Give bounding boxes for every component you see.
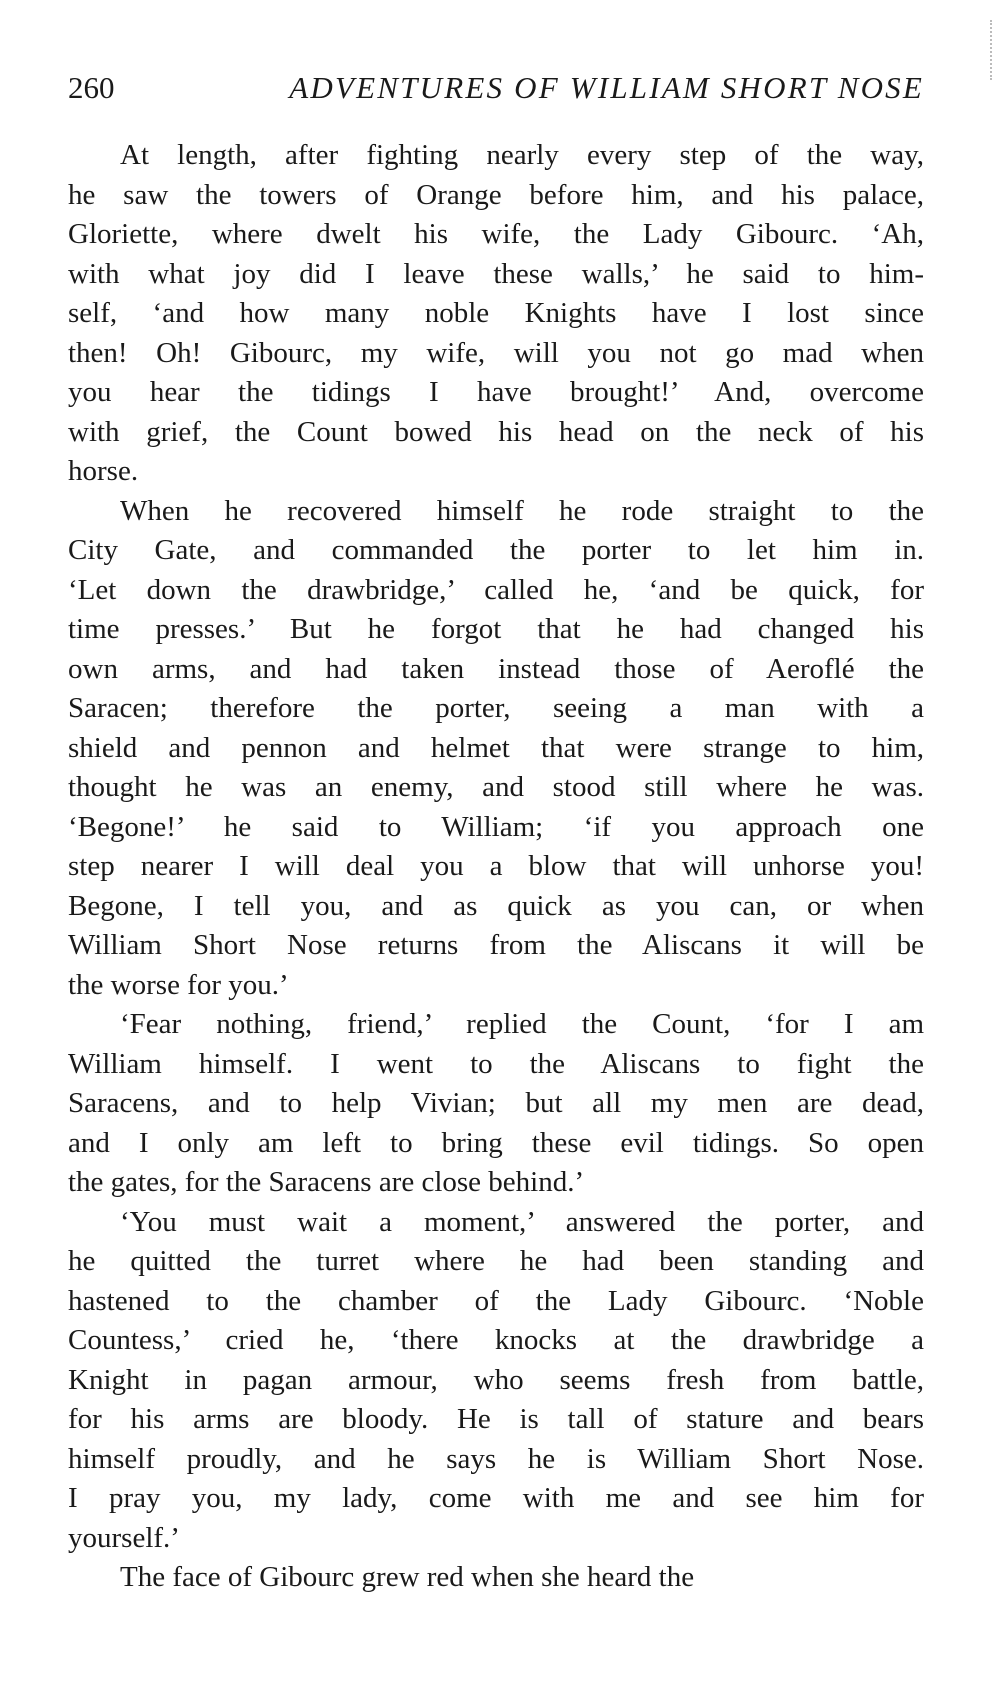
- text-line: and I only am left to bring these evil tidings. So open: [68, 1126, 924, 1159]
- text-line: thought he was an enemy, and stood still where he was.: [68, 771, 924, 803]
- paragraph: [68, 136, 924, 492]
- text-line: Begone, I tell you, and as quick as you can, or when: [68, 889, 924, 922]
- text-line: Gloriette, where dwelt his wife, the Lady Gibourc. ‘Ah,: [68, 218, 924, 250]
- page-edge-marks: [986, 20, 992, 80]
- text-line: ‘You must wait a moment,’ answered the porter, and: [120, 1205, 924, 1238]
- text-line: At length, after fighting nearly every step of the way,: [120, 139, 924, 171]
- text-line: with grief, the Count bowed his head on the neck of his: [68, 415, 924, 448]
- text-line: William Short Nose returns from the Aliscans it will be: [68, 929, 924, 961]
- text-line: Saracens, and to help Vivian; but all my men are dead,: [68, 1087, 924, 1119]
- text-line: he quitted the turret where he had been standing and: [68, 1245, 924, 1277]
- page-header: [68, 66, 924, 110]
- text-line: The face of Gibourc grew red when she heard the: [120, 1561, 695, 1593]
- text-line: William himself. I went to the Aliscans to fight the: [68, 1047, 924, 1080]
- text-line: time presses.’ But he forgot that he had changed his: [68, 613, 924, 645]
- text-line: Knight in pagan armour, who seems fresh from battle,: [68, 1363, 924, 1396]
- text-line: he saw the towers of Orange before him, and his palace,: [68, 178, 924, 211]
- text-line: with what joy did I leave these walls,’ he said to him-: [68, 257, 924, 290]
- text-line: I pray you, my lady, come with me and see him for: [68, 1482, 924, 1514]
- text-line: City Gate, and commanded the porter to let him in.: [68, 534, 924, 566]
- text-line: ‘Begone!’ he said to William; ‘if you approach one: [68, 810, 924, 843]
- text-line: the worse for you.’: [68, 968, 289, 1001]
- paragraph: [68, 1558, 924, 1598]
- text-line: hastened to the chamber of the Lady Gibourc. ‘Noble: [68, 1284, 924, 1317]
- running-title: ADVENTURES OF WILLIAM SHORT NOSE: [289, 70, 924, 105]
- paragraph: [68, 1005, 924, 1203]
- text-line: the gates, for the Saracens are close behind.’: [68, 1166, 585, 1198]
- paragraph: [68, 1203, 924, 1559]
- text-line: Saracen; therefore the porter, seeing a man with a: [68, 692, 924, 724]
- text-line: yourself.’: [68, 1521, 180, 1554]
- text-line: for his arms are bloody. He is tall of stature and bears: [68, 1403, 924, 1435]
- text-line: ‘Let down the drawbridge,’ called he, ‘and be quick, for: [68, 573, 924, 606]
- text-line: then! Oh! Gibourc, my wife, will you not go mad when: [68, 336, 924, 369]
- text-line: own arms, and had taken instead those of Aeroflé the: [68, 652, 924, 685]
- text-line: you hear the tidings I have brought!’ And, overcome: [68, 376, 924, 408]
- page-number: 260: [68, 70, 115, 105]
- text-line: ‘Fear nothing, friend,’ replied the Count, ‘for I am: [120, 1008, 924, 1040]
- text-line: shield and pennon and helmet that were strange to him,: [68, 731, 924, 764]
- text-line: When he recovered himself he rode straight to the: [120, 494, 924, 527]
- text-line: himself proudly, and he says he is William Short Nose.: [68, 1442, 924, 1475]
- text-line: self, ‘and how many noble Knights have I lost since: [68, 297, 924, 329]
- text-line: Countess,’ cried he, ‘there knocks at the drawbridge a: [68, 1324, 924, 1356]
- body-text: [68, 136, 924, 1598]
- text-line: horse.: [68, 455, 139, 487]
- paragraph: [68, 492, 924, 1006]
- text-line: step nearer I will deal you a blow that will unhorse you!: [68, 850, 924, 882]
